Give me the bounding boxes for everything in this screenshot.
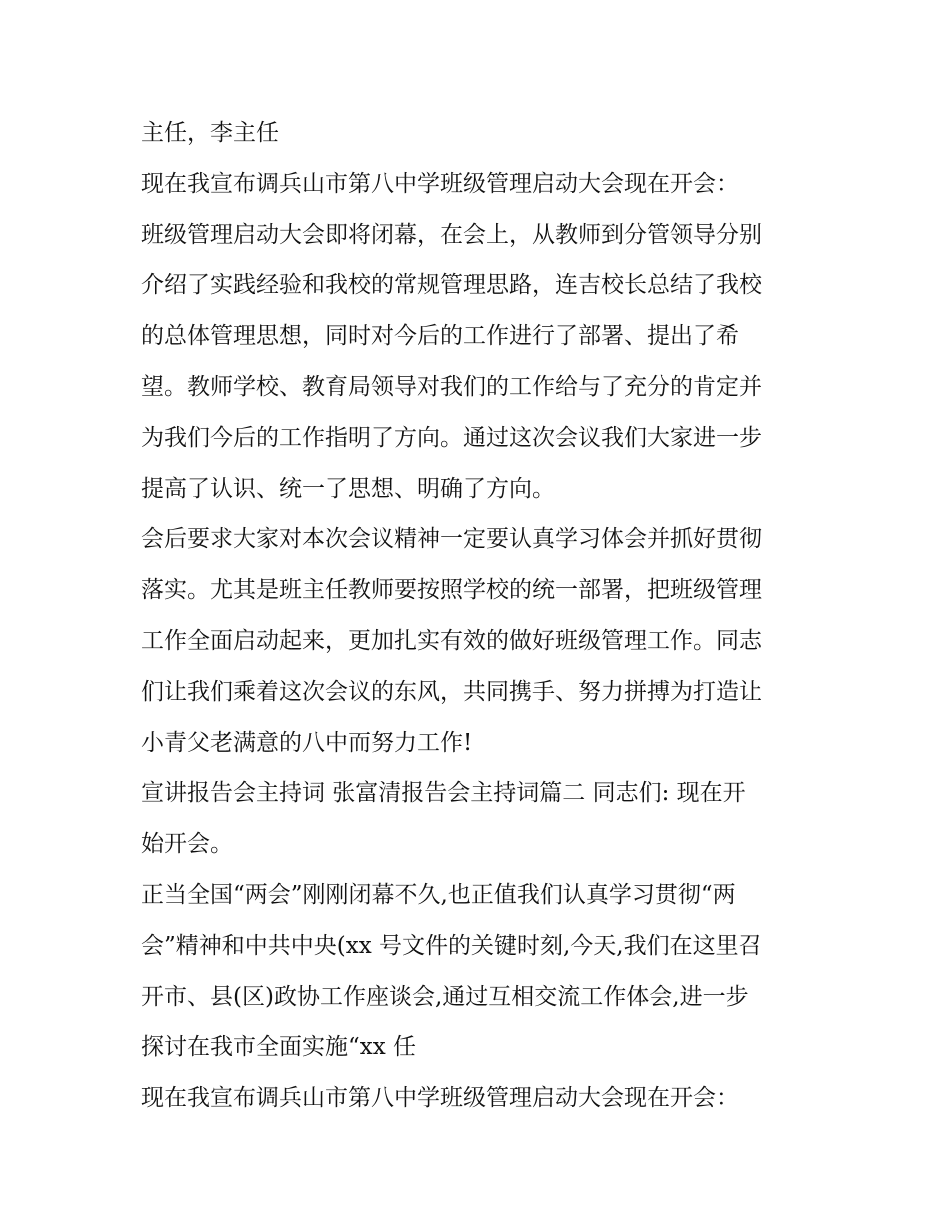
text-line: 主任，李主任 [141, 120, 279, 146]
text-line: 望。教师学校、教育局领导对我们的工作给与了充分的肯定并 [141, 373, 762, 400]
text-line: 会”精神和中共中央(xx 号文件的关键时刻,今天,我们在这里召 [141, 932, 762, 959]
text-line: 介绍了实践经验和我校的常规管理思路，连吉校长总结了我校 [141, 272, 762, 299]
text-line: 的总体管理思想，同时对今后的工作进行了部署、提出了希 [141, 323, 739, 350]
text-line: 宣讲报告会主持词 张富清报告会主持词篇二 同志们: 现在开 [141, 780, 746, 807]
text-line: 始开会。 [141, 831, 233, 858]
text-line: 提高了认识、统一了思想、明确了方向。 [141, 475, 555, 502]
text-line: 会后要求大家对本次会议精神一定要认真学习体会并抓好贯彻 [141, 526, 762, 553]
text-line: 小青父老满意的八中而努力工作! [141, 729, 473, 756]
text-line: 现在我宣布调兵山市第八中学班级管理启动大会现在开会： [141, 1085, 739, 1112]
text-line: 开市、县(区)政协工作座谈会,通过互相交流工作体会,进一步 [141, 983, 749, 1010]
text-line: 现在我宣布调兵山市第八中学班级管理启动大会现在开会： [141, 170, 739, 197]
text-line: 正当全国“两会”刚刚闭幕不久,也正值我们认真学习贯彻“两 [141, 881, 736, 908]
document-body [141, 108, 821, 1124]
text-line: 们让我们乘着这次会议的东风，共同携手、努力拼搏为打造让 [141, 678, 762, 705]
text-line: 为我们今后的工作指明了方向。通过这次会议我们大家进一步 [141, 424, 762, 451]
text-line: 工作全面启动起来，更加扎实有效的做好班级管理工作。同志 [141, 627, 762, 654]
text-line: 落实。尤其是班主任教师要按照学校的统一部署，把班级管理 [141, 577, 762, 604]
text-line: 班级管理启动大会即将闭幕，在会上，从教师到分管领导分别 [141, 221, 762, 248]
text-line: 探讨在我市全面实施“xx 任 [141, 1034, 417, 1061]
